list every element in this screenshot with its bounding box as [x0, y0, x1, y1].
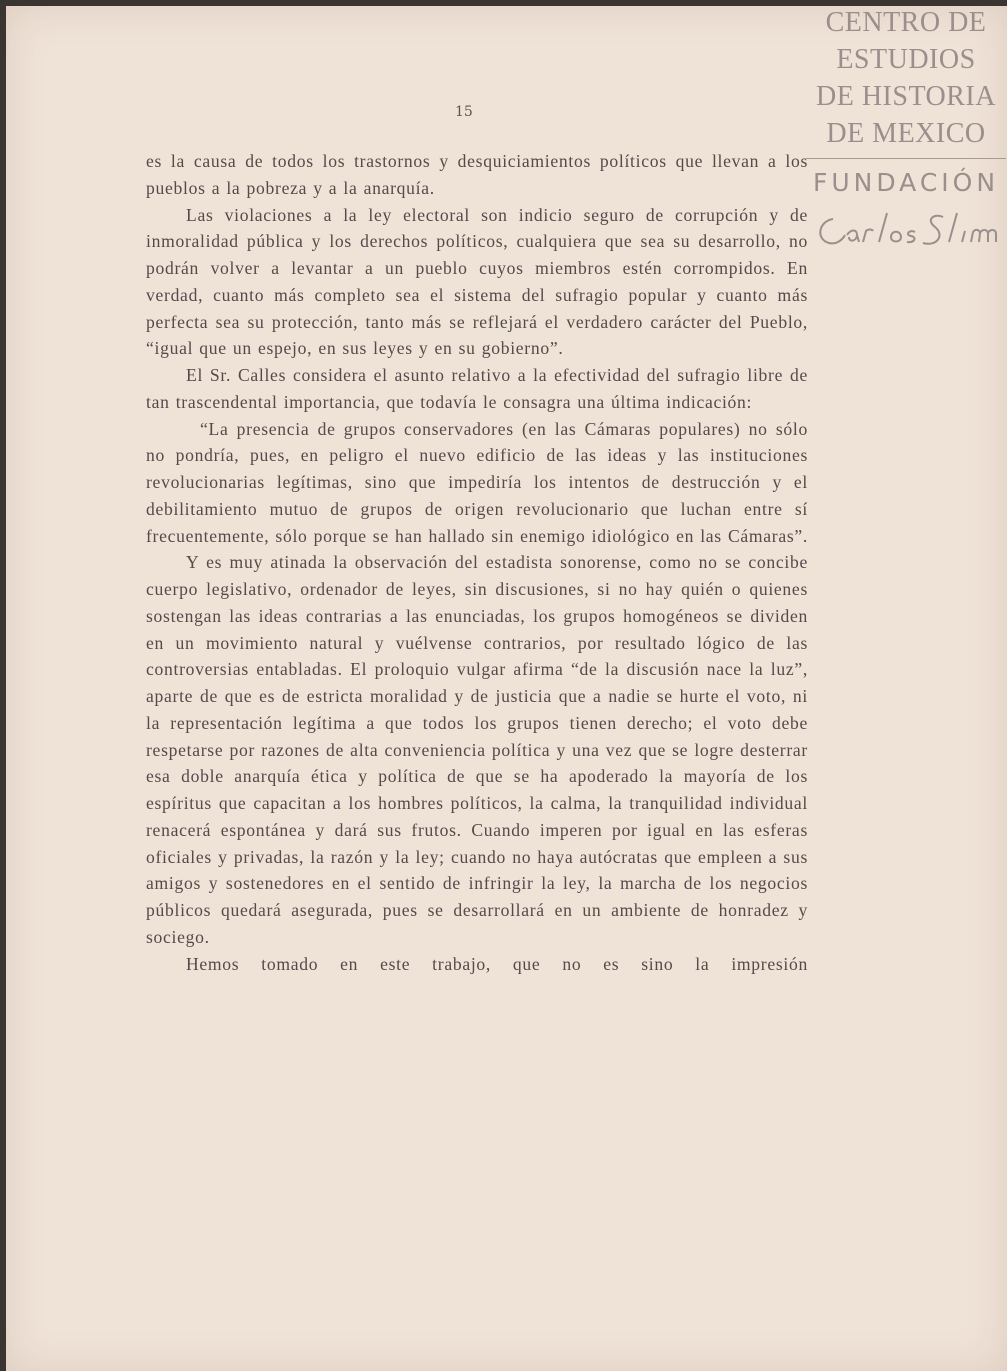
paragraph: Las violaciones a la ley electoral son indicio seguro de corrupción y de inmoralidad pública y los derechos políticos, cualquiera que sea su desarrollo, no podrán volver a levantar a un pueblo cuyos miembros estén corrompidos. En verdad, cuanto más completo sea el sistema del sufragio popular y cuanto más perfecta sea su protección, tanto más se reflejará el verdadero carácter del Pueblo, “igual que un espejo, en sus leyes y en su gobierno”.	[146, 204, 808, 359]
paragraph: Y es muy atinada la observación del estadista sonorense, como no se concibe cuerpo legislativo, ordenador de leyes, sin discusiones, si no hay quién o quienes sostengan las ideas contrarias a las enunciadas, los grupos homogéneos se dividen en un movimiento natural y vuélvense contrarios, por resultado lógico de las controversias entabladas. El proloquio vulgar afirma “de la discusión nace la luz”, aparte de que es de estricta moralidad y de justicia que a nadie se hurte el voto, ni la representación legítima a que todos los grupos tienen derecho; el voto debe respetarse por razones de alta conveniencia política y una vez que se logre desterrar esa doble anarquía ética y política de que se ha apoderado la mayoría de los espíritus que capacitan a los hombres políticos, la calma, la tranquilidad individual renacerá espontánea y dará sus frutos. Cuando imperen por igual en las esferas oficiales y privadas, la razón y la ley; cuando no haya autócratas que empleen a sus amigos y sostenedores en el sentido de infringir la ley, la marcha de los negocios públicos quedará asegurada, pues se desarrollará en un ambiente de honradez y sociego.	[146, 552, 808, 947]
page-number: 15	[455, 104, 473, 120]
watermark-line: CENTRO DE	[825, 7, 987, 38]
signature-image	[811, 205, 1001, 255]
watermark-divider	[806, 158, 1006, 159]
watermark-line: DE MEXICO	[826, 118, 986, 149]
watermark-line: DE HISTORIA	[816, 81, 996, 112]
quote-paragraph: “La presencia de grupos conservadores (en las Cámaras populares) no sólo no pondría, pues, en peligro el nuevo edificio de las ideas y las instituciones revolucionarias legítimas, sino que impediría los intentos de destrucción y el debilitamiento mutuo de grupos de origen revolucionario que luchan entre sí frecuentemente, sólo porque se han hallado sin enemigo idiológico en las Cámaras”.	[146, 418, 808, 546]
paragraph: El Sr. Calles considera el asunto relativo a la efectividad del sufragio libre de tan trascendental importancia, que todavía le consagra una última indicación:	[146, 365, 808, 412]
watermark-fundacion: FUNDACIÓN	[812, 168, 1000, 197]
paragraph: Hemos tomado en este trabajo, que no es sino la impresión	[186, 953, 808, 974]
body-text	[146, 148, 808, 977]
archive-watermark	[806, 4, 1006, 255]
watermark-line: ESTUDIOS	[836, 44, 976, 75]
paragraph: es la causa de todos los trastornos y desquiciamientos políticos que llevan a los pueblos a la pobreza y a la anarquía.	[146, 151, 808, 198]
